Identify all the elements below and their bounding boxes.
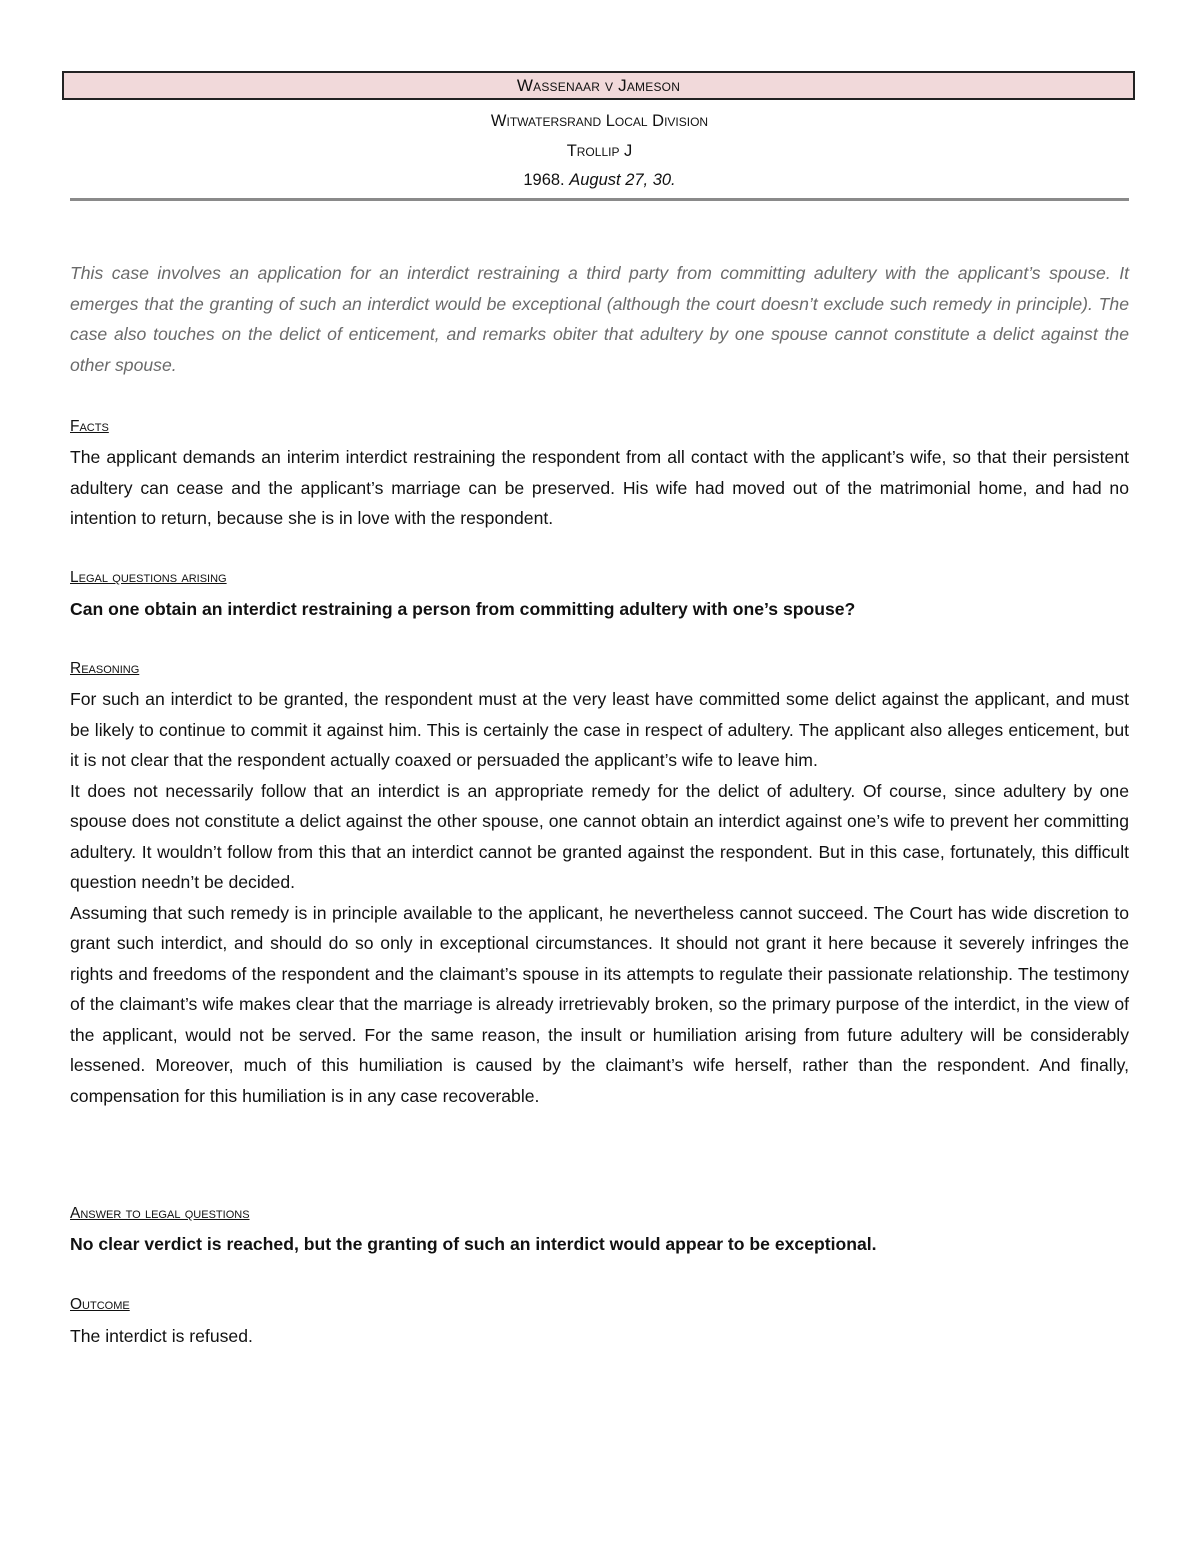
- answer-text: No clear verdict is reached, but the granting of such an interdict would appear to be exceptional.: [70, 1234, 877, 1254]
- case-title: Wassenaar v Jameson: [62, 71, 1135, 100]
- reasoning-paragraph: It does not necessarily follow that an interdict is an appropriate remedy for the delict of adultery. Of course, since adultery by one spouse does not constitute a delict against the other spouse, one cannot obtain an interdict against one’s wife to prevent her committing adultery. It wouldn’t follow from this that an interdict cannot be granted against the respondent. But in this case, fortunately, this difficult question needn’t be decided.: [70, 780, 1129, 892]
- header-divider: [70, 198, 1129, 201]
- facts-text: The applicant demands an interim interdict restraining the respondent from all contact with the applicant’s wife, so that their persistent adultery can cease and the applicant’s marriage can be preserved. His wife had moved out of the matrimonial home, and had no intention to return, because she is in love with the respondent.: [70, 447, 1129, 528]
- date-year: 1968.: [523, 171, 565, 189]
- answer-heading: Answer to legal questions: [70, 1205, 250, 1222]
- outcome-text: The interdict is refused.: [70, 1326, 253, 1346]
- reasoning-heading: Reasoning: [70, 660, 140, 677]
- legal-questions-heading: Legal questions arising: [70, 569, 227, 586]
- outcome-heading: Outcome: [70, 1296, 130, 1313]
- reasoning-body: [70, 684, 1129, 1111]
- case-date: [70, 171, 1129, 190]
- reasoning-paragraph: For such an interdict to be granted, the respondent must at the very least have committed some delict against the applicant, and must be likely to continue to commit it against him. This is certainly the case in respect of adultery. The applicant also alleges enticement, but it is not clear that the respondent actually coaxed or persuaded the applicant’s wife to leave him.: [70, 689, 1129, 770]
- case-summary: This case involves an application for an interdict restraining a third party from committing adultery with the applicant’s spouse. It emerges that the granting of such an interdict would be exceptional (although the court doesn’t exclude such remedy in principle). The case also touches on the delict of enticement, and remarks obiter that adultery by one spouse cannot constitute a delict against the other spouse.: [70, 263, 1129, 375]
- facts-heading: Facts: [70, 418, 109, 435]
- judge-name: Trollip J: [566, 142, 633, 160]
- reasoning-paragraph: Assuming that such remedy is in principle available to the applicant, he nevertheless cannot succeed. The Court has wide discretion to grant such interdict, and should do so only in exceptional circumstances. It should not grant it here because it severely infringes the rights and freedoms of the respondent and the claimant’s spouse in its attempts to regulate their passionate relationship. The testimony of the claimant’s wife makes clear that the marriage is already irretrievably broken, so the primary purpose of the interdict, in the view of the applicant, would not be served. For the same reason, the insult or humiliation arising from future adultery will be considerably lessened. Moreover, much of this humiliation is caused by the claimant’s wife herself, rather than the respondent. And finally, compensation for this humiliation is in any case recoverable.: [70, 902, 1129, 1106]
- court-name: Witwatersrand Local Division: [490, 112, 709, 130]
- legal-question-text: Can one obtain an interdict restraining a person from committing adultery with one’s spouse?: [70, 599, 856, 619]
- date-rest: August 27, 30.: [569, 171, 676, 189]
